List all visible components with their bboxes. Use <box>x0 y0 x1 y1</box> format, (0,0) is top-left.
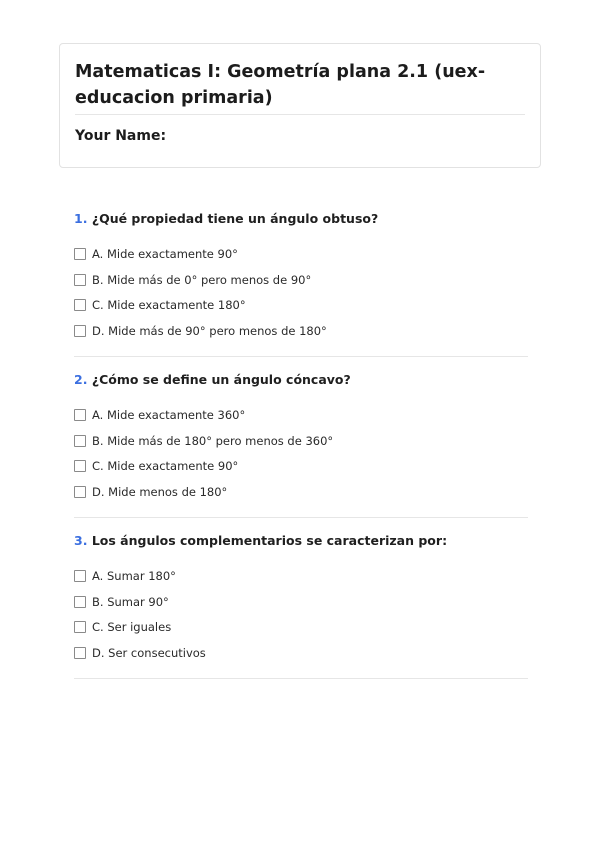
option-list <box>74 563 206 666</box>
option-label: A. Mide exactamente 360° <box>92 407 246 422</box>
name-label: Your Name: <box>75 128 167 144</box>
question-title <box>74 209 378 229</box>
checkbox[interactable] <box>74 486 86 498</box>
checkbox[interactable] <box>74 460 86 472</box>
checkbox[interactable] <box>74 248 86 260</box>
checkbox[interactable] <box>74 299 86 311</box>
question-title <box>74 370 351 390</box>
question-number: 1. <box>74 211 88 226</box>
option-c[interactable] <box>74 292 327 318</box>
question-number: 2. <box>74 372 88 387</box>
option-a[interactable] <box>74 563 206 589</box>
option-b[interactable] <box>74 267 327 293</box>
checkbox[interactable] <box>74 570 86 582</box>
question-list <box>74 209 528 692</box>
checkbox[interactable] <box>74 621 86 633</box>
option-label: D. Mide más de 90° pero menos de 180° <box>92 323 327 338</box>
option-label: A. Sumar 180° <box>92 568 176 583</box>
question-divider <box>74 356 528 357</box>
option-a[interactable] <box>74 402 333 428</box>
checkbox[interactable] <box>74 596 86 608</box>
question-title <box>74 531 447 551</box>
option-c[interactable] <box>74 453 333 479</box>
option-list <box>74 402 333 505</box>
checkbox[interactable] <box>74 325 86 337</box>
option-a[interactable] <box>74 241 327 267</box>
document-title: Matematicas I: Geometría plana 2.1 (uex-educacion primaria) <box>75 62 486 108</box>
question-text: Los ángulos complementarios se caracterizan por: <box>91 533 448 548</box>
option-label: C. Mide exactamente 90° <box>92 459 239 474</box>
option-d[interactable] <box>74 640 206 666</box>
question-text: ¿Qué propiedad tiene un ángulo obtuso? <box>91 211 379 226</box>
option-label: C. Ser iguales <box>92 620 172 635</box>
checkbox[interactable] <box>74 647 86 659</box>
option-d[interactable] <box>74 318 327 344</box>
question-1 <box>74 209 528 370</box>
question-number: 3. <box>74 533 88 548</box>
checkbox[interactable] <box>74 409 86 421</box>
header-divider <box>75 114 525 115</box>
option-d[interactable] <box>74 479 333 505</box>
option-label: D. Mide menos de 180° <box>92 484 228 499</box>
checkbox[interactable] <box>74 274 86 286</box>
checkbox[interactable] <box>74 435 86 447</box>
option-label: B. Mide más de 180° pero menos de 360° <box>92 433 334 448</box>
question-2 <box>74 370 528 531</box>
option-label: B. Sumar 90° <box>92 594 169 609</box>
option-label: A. Mide exactamente 90° <box>92 246 238 261</box>
header-card <box>59 43 541 168</box>
option-b[interactable] <box>74 589 206 615</box>
question-divider <box>74 678 528 679</box>
option-label: C. Mide exactamente 180° <box>92 298 246 313</box>
option-label: D. Ser consecutivos <box>92 645 206 660</box>
option-list <box>74 241 327 344</box>
question-text: ¿Cómo se define un ángulo cóncavo? <box>91 372 351 387</box>
option-c[interactable] <box>74 614 206 640</box>
option-label: B. Mide más de 0° pero menos de 90° <box>92 272 312 287</box>
question-3 <box>74 531 528 692</box>
option-b[interactable] <box>74 428 333 454</box>
question-divider <box>74 517 528 518</box>
